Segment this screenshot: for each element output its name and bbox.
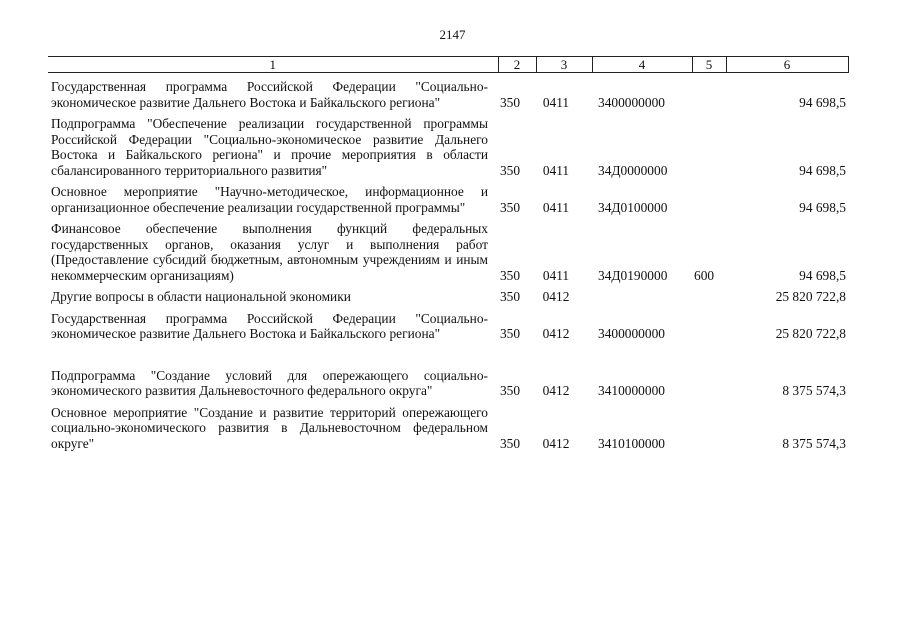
row-vr (692, 311, 726, 342)
table-row (48, 368, 848, 399)
table-row (48, 79, 848, 110)
row-amount: 8 375 574,3 (782, 383, 846, 398)
page-number: 2147 (439, 27, 466, 42)
row-vr (692, 289, 726, 305)
row-gr: 350 (499, 267, 521, 283)
column-header-1: 1 (48, 57, 498, 73)
row-gr: 350 (499, 435, 521, 451)
row-csr: 34Д0000000 (598, 162, 668, 178)
table-header-row (48, 57, 848, 73)
row-section: 0412 (542, 383, 570, 398)
table-row (48, 184, 848, 215)
row-section: 0411 (542, 94, 570, 110)
column-header-4: 4 (592, 57, 692, 73)
table-row (48, 116, 848, 178)
row-gr: 350 (499, 383, 521, 398)
row-amount: 8 375 574,3 (782, 435, 846, 451)
row-vr (692, 405, 726, 452)
row-section: 0412 (542, 289, 570, 304)
table-row (48, 311, 848, 342)
row-csr: 3400000000 (598, 326, 665, 341)
row-csr: 34Д0190000 (598, 267, 668, 283)
row-amount: 94 698,5 (799, 162, 846, 178)
row-csr: 34Д0100000 (598, 199, 668, 215)
row-name: Подпрограмма "Обеспечение реализации государственной программы Российской Федерации "Социально-экономическое развитие Дальнего Востока и Байкальского региона" и прочие мероприятия в области сбалансированного территориального развития" (51, 116, 488, 178)
row-name: Государственная программа Российской Федерации "Социально-экономическое развитие Дальнего Востока и Байкальского региона" (51, 310, 488, 341)
row-section: 0412 (542, 326, 570, 341)
row-name: Другие вопросы в области национальной экономики (51, 289, 351, 304)
row-section: 0411 (542, 162, 570, 178)
row-csr: 3410100000 (598, 435, 665, 451)
row-name: Основное мероприятие "Научно-методическое, информационное и организационное обеспечение реализации государственной программы" (51, 184, 488, 215)
row-vr (692, 368, 726, 399)
column-header-6: 6 (726, 57, 848, 73)
row-csr: 3400000000 (598, 94, 665, 110)
row-amount: 94 698,5 (799, 94, 846, 110)
row-gr: 350 (499, 199, 521, 215)
row-amount: 25 820 722,8 (775, 326, 846, 341)
row-gr: 350 (499, 162, 521, 178)
budget-table (48, 56, 849, 451)
column-header-2: 2 (498, 57, 536, 73)
row-vr (692, 184, 726, 215)
row-name: Подпрограмма "Создание условий для опережающего социально-экономического развития Дальневосточного федерального округа" (51, 367, 488, 398)
row-amount: 94 698,5 (799, 267, 846, 283)
row-amount: 94 698,5 (799, 199, 846, 215)
row-name: Государственная программа Российской Федерации "Социально-экономическое развитие Дальнего Востока и Байкальского региона" (51, 79, 488, 110)
row-section: 0411 (542, 199, 570, 215)
row-vr (692, 79, 726, 110)
row-section: 0412 (542, 435, 570, 451)
column-header-3: 3 (536, 57, 592, 73)
table-row (48, 405, 848, 452)
row-amount: 25 820 722,8 (775, 289, 846, 304)
row-csr: 3410000000 (598, 383, 665, 398)
row-vr: 600 (694, 267, 715, 283)
column-header-5: 5 (692, 57, 726, 73)
row-name: Финансовое обеспечение выполнения функций федеральных государственных органов, оказания услуг и выполнения работ (Предоставление субсидий бюджетным, автономным учреждениям и иным некоммерческим организациям) (51, 221, 488, 283)
row-csr (592, 289, 692, 305)
row-gr: 350 (499, 289, 521, 304)
row-gr: 350 (499, 94, 521, 110)
table-row (48, 221, 848, 283)
row-gr: 350 (499, 326, 521, 341)
row-name: Основное мероприятие "Создание и развитие территорий опережающего социально-экономического развития в Дальневосточном федеральном округе" (51, 404, 488, 451)
row-section: 0411 (542, 267, 570, 283)
table-row (48, 289, 848, 305)
row-vr (692, 116, 726, 178)
